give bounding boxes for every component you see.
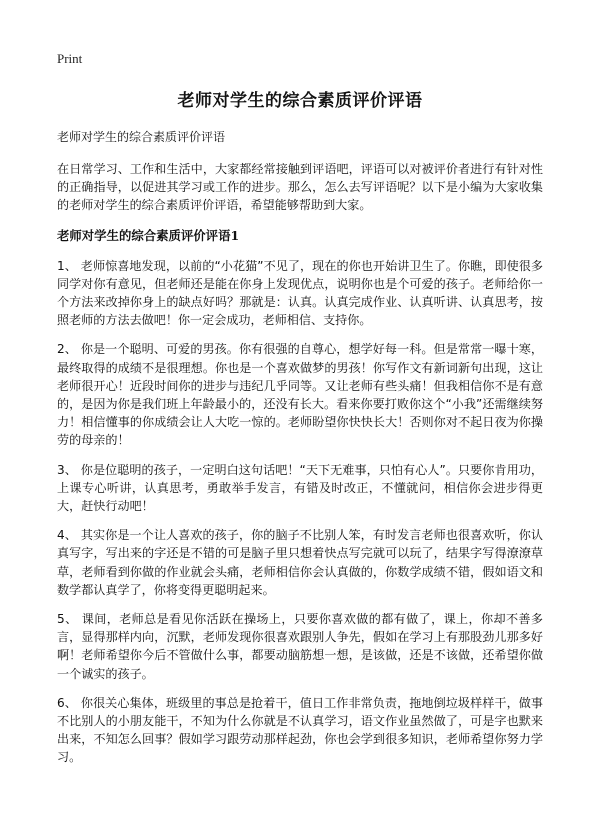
print-link[interactable]: Print: [57, 51, 83, 66]
document-subtitle: 老师对学生的综合素质评价评语: [57, 130, 226, 144]
section-heading: 老师对学生的综合素质评价评语1: [57, 227, 240, 243]
comment-paragraph-6: 6、 你很关心集体，班级里的事总是抢着干，值日工作非常负责，拖地倒垃圾样样干，做事不比别人的小朋友能干，不知为什么你就是不认真学习，语文作业虽然做了，可是字也默来出来，不知怎么回事？假如学习跟劳动那样起劲，你也会学到很多知识，老师希望你努力学习。: [57, 695, 543, 765]
comment-paragraph-1: 1、 老师惊喜地发现，以前的“小花猫”不见了，现在的你也开始讲卫生了。你瞧，即使很多同学对你有意见，但老师还是能在你身上发现优点，说明你也是个可爱的孩子。老师给你一个方法来改掉你身上的缺点好吗？那就是：认真。认真完成作业、认真听讲、认真思考，按照老师的方法去做吧！你一定会成功，老师相信、支持你。: [57, 258, 543, 328]
intro-paragraph: 在日常学习、工作和生活中，大家都经常接触到评语吧，评语可以对被评价者进行有针对性的正确指导，以促进其学习或工作的进步。那么，怎么去写评语呢？以下是小编为大家收集的老师对学生的综合素质评价评语，希望能够帮助到大家。: [57, 162, 543, 213]
comment-paragraph-3: 3、 你是位聪明的孩子，一定明白这句话吧！“天下无难事，只怕有心人”。只要你肯用功，上课专心听讲，认真思考，勇敢举手发言，有错及时改正，不懂就问，相信你会进步得更大，赶快行动吧！: [57, 462, 543, 514]
page-title: 老师对学生的综合素质评价评语: [177, 91, 423, 111]
comment-paragraph-5: 5、 课间，老师总是看见你活跃在操场上，只要你喜欢做的都有做了，课上，你却不善多言，显得那样内向，沉默，老师发现你很喜欢跟别人争先，假如在学习上有那股劲儿那多好啊！老师希望你今后不管做什么事，都要动脑筋想一想，是该做，还是不该做，还希望你做一个诚实的孩子。: [57, 612, 543, 681]
comment-paragraph-2: 2、 你是一个聪明、可爱的男孩。你有很强的自尊心，想学好每一科。但是常常一曝十寒，最终取得的成绩不是很理想。你也是一个喜欢做梦的男孩！你写作文有新词新句出现，这让老师很开心！近段时间你的进步与违纪几乎同等。又让老师有些头痛！但我相信你不是有意的，是因为你是我们班上年龄最小的，还没有长大。看来你要打败你这个“小我”还需继续努力！相信懂事的你成绩会让人大吃一惊的。老师盼望你快快长大！否则你对不起日夜为你操劳的母亲的！: [57, 342, 543, 448]
comment-paragraph-4: 4、 其实你是一个让人喜欢的孩子，你的脑子不比别人笨，有时发言老师也很喜欢听，你认真写字，写出来的字还是不错的可是脑子里只想着快点写完就可以玩了，结果字写得潦潦草草，老师看到你做的作业就会头痛，老师相信你会认真做的，你数学成绩不错，假如语文和数学都认真学了，你将变得更聪明起来。: [57, 528, 543, 597]
